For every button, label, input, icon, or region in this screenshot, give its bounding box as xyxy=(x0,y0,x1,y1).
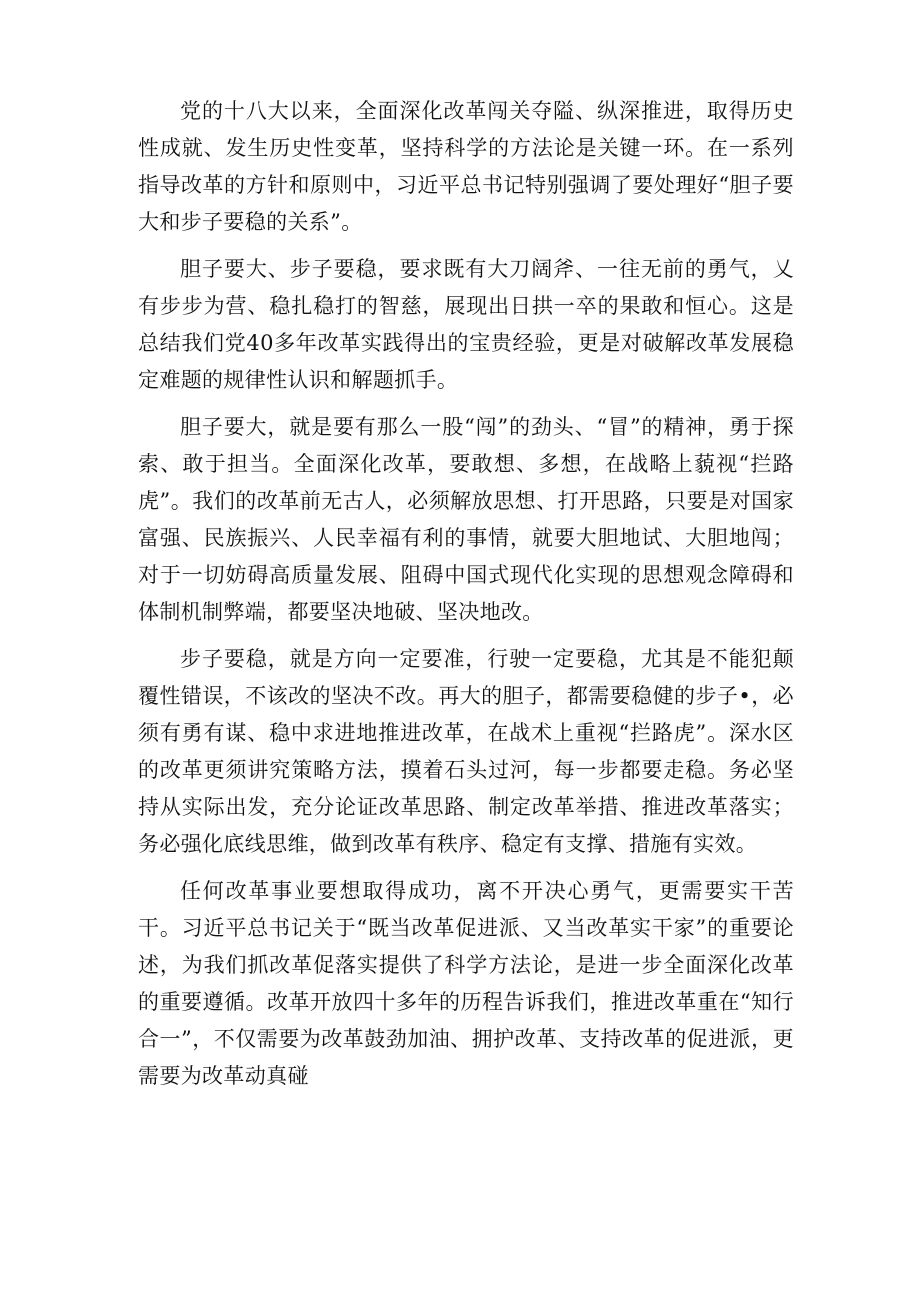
paragraph-5: 任何改革事业要想取得成功，离不开决心勇气，更需要实干苦干。习近平总书记关于“既当改革促进派、又当改革实干家”的重要论述，为我们抓改革促落实提供了科学方法论，是进一步全面深化改革的重要遵循。改革开放四十多年的历程告诉我们，推进改革重在“知行合一”，不仅需要为改革鼓劲加油、拥护改革、支持改革的促进派，更需要为改革动真碰 xyxy=(138,879,794,1088)
document-page xyxy=(138,93,794,1095)
paragraph-3: 胆子要大，就是要有那么一股“闯”的劲头、“冒”的精神，勇于探索、敢于担当。全面深化改革，要敢想、多想，在战略上藐视“拦路虎”。我们的改革前无古人，必须解放思想、打开思路，只要是对国家富强、民族振兴、人民幸福有利的事情，就要大胆地试、大胆地闯；对于一切妨碍高质量发展、阻碍中国式现代化实现的思想观念障碍和体制机制弊端，都要坚决地破、坚决地改。 xyxy=(138,415,794,624)
paragraph-4: 步子要稳，就是方向一定要准，行驶一定要稳，尤其是不能犯颠覆性错误，不该改的坚决不改。再大的胆子，都需要稳健的步子•，必须有勇有谋、稳中求进地推进改革，在战术上重视“拦路虎”。深水区的改革更须讲究策略方法，摸着石头过河，每一步都要走稳。务必坚持从实际出发，充分论证改革思路、制定改革举措、推进改革落实；务必强化底线思维，做到改革有秩序、稳定有支撑、措施有实效。 xyxy=(138,647,794,856)
paragraph-1: 党的十八大以来，全面深化改革闯关夺隘、纵深推进，取得历史性成就、发生历史性变革，坚持科学的方法论是关键一环。在一系列指导改革的方针和原则中，习近平总书记特别强调了要处理好“胆子要大和步子要稳的关系”。 xyxy=(138,99,794,234)
paragraph-2: 胆子要大、步子要稳，要求既有大刀阔斧、一往无前的勇气，乂有步步为营、稳扎稳打的智慈，展现出日拱一卒的果敢和恒心。这是总结我们党40多年改革实践得出的宝贵经验，更是对破解改革发展稳定难题的规律性认识和解题抓手。 xyxy=(138,257,794,392)
